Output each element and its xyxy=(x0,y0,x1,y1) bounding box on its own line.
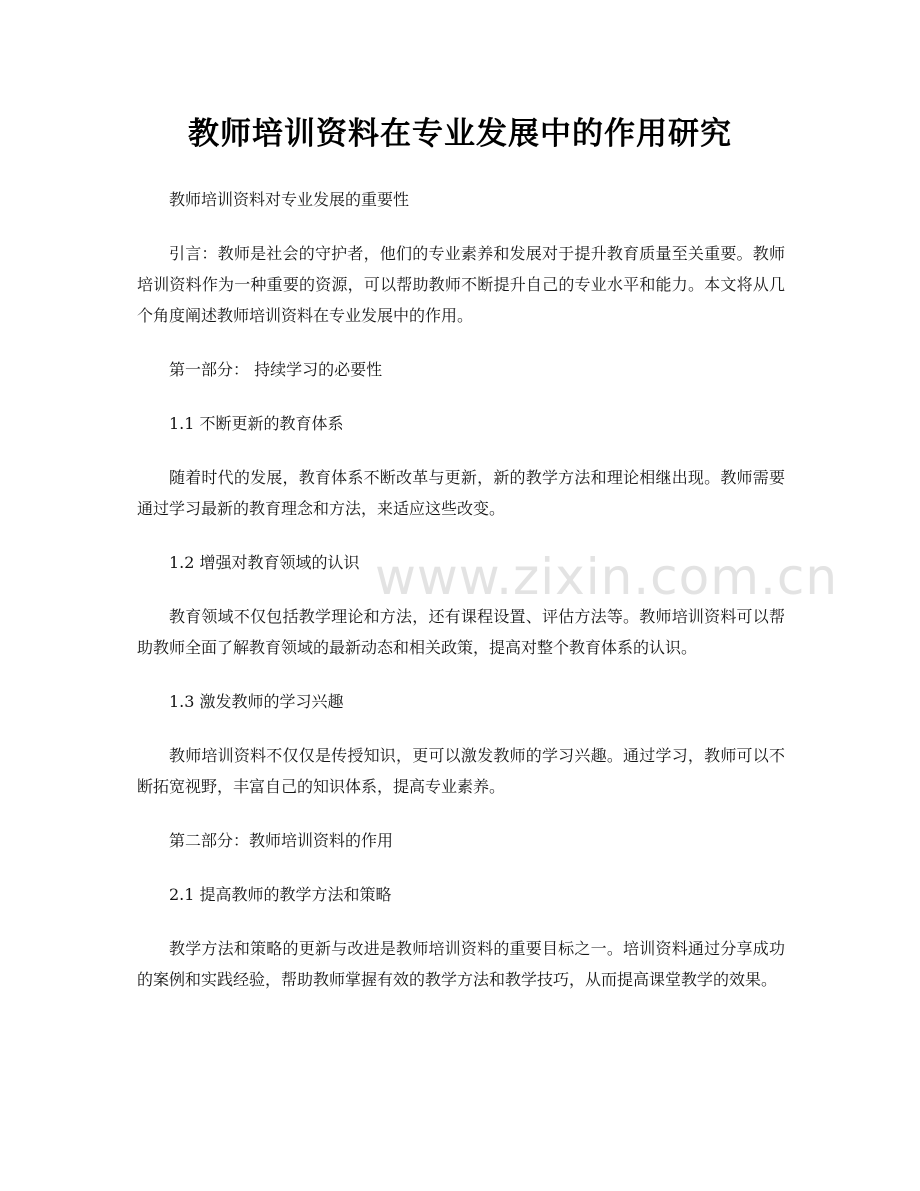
intro-paragraph: 引言：教师是社会的守护者，他们的专业素养和发展对于提升教育质量至关重要。教师培训资料作为一种重要的资源，可以帮助教师不断提升自己的专业水平和能力。本文将从几个角度阐述教师培训资料在专业发展中的作用。 xyxy=(137,244,785,325)
watermark-text: www.zixin.com.cn xyxy=(375,548,839,606)
document-body xyxy=(137,184,785,995)
body-paragraph: 教育领域不仅包括教学理论和方法，还有课程设置、评估方法等。教师培训资料可以帮助教师全面了解教育领域的最新动态和相关政策，提高对整个教育体系的认识。 xyxy=(137,607,785,657)
body-paragraph: 教学方法和策略的更新与改进是教师培训资料的重要目标之一。培训资料通过分享成功的案例和实践经验，帮助教师掌握有效的教学方法和教学技巧，从而提高课堂教学的效果。 xyxy=(137,939,785,989)
subsection-heading: 1.2 增强对教育领域的认识 xyxy=(169,553,360,572)
section-heading: 教师培训资料对专业发展的重要性 xyxy=(169,190,410,209)
part-two-heading: 第二部分：教师培训资料的作用 xyxy=(169,831,394,850)
body-paragraph: 教师培训资料不仅仅是传授知识，更可以激发教师的学习兴趣。通过学习，教师可以不断拓宽视野，丰富自己的知识体系，提高专业素养。 xyxy=(137,746,785,796)
body-paragraph: 随着时代的发展，教育体系不断改革与更新，新的教学方法和理论相继出现。教师需要通过学习最新的教育理念和方法，来适应这些改变。 xyxy=(137,468,785,518)
subsection-heading: 1.1 不断更新的教育体系 xyxy=(169,414,344,433)
subsection-heading: 1.3 激发教师的学习兴趣 xyxy=(169,692,344,711)
document-title: 教师培训资料在专业发展中的作用研究 xyxy=(188,116,732,152)
part-one-heading: 第一部分： 持续学习的必要性 xyxy=(169,360,383,379)
subsection-heading: 2.1 提高教师的教学方法和策略 xyxy=(169,885,392,904)
